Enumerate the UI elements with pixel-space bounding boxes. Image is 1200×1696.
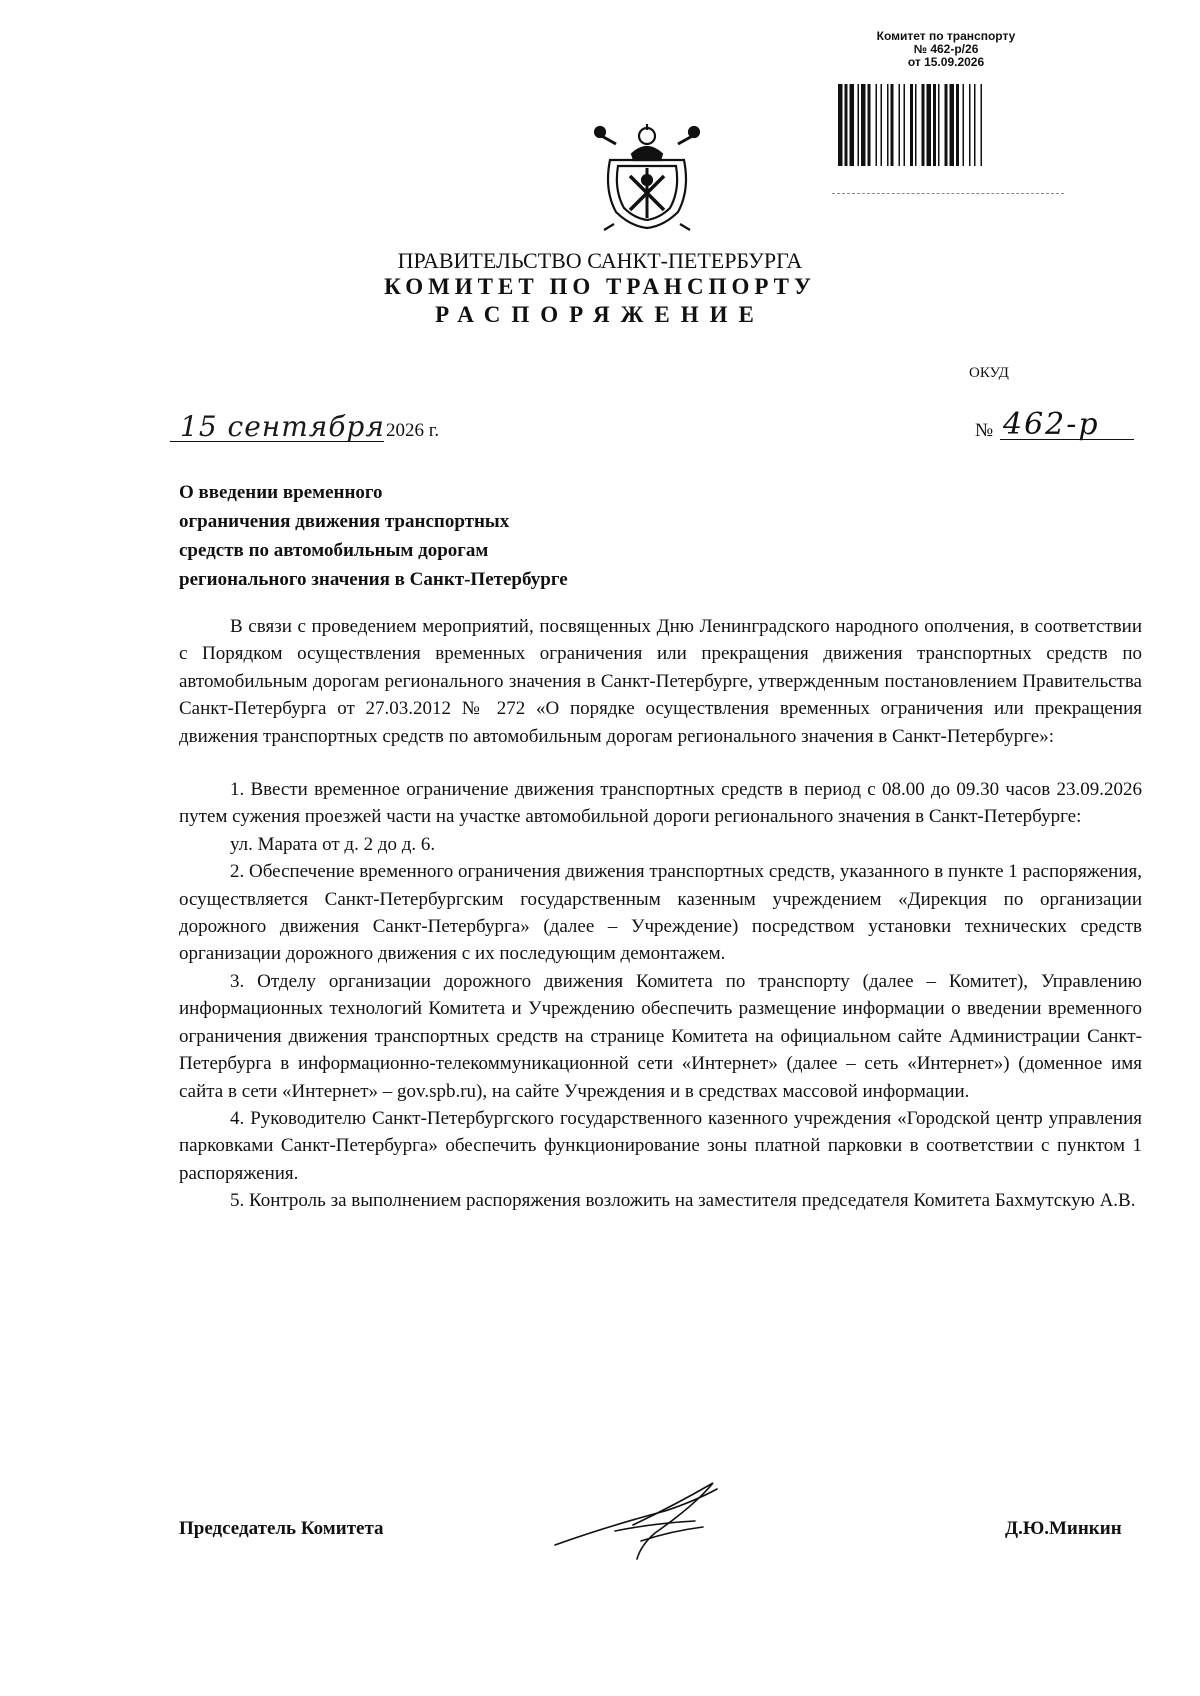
document-type-title: РАСПОРЯЖЕНИЕ — [435, 302, 765, 327]
subject-line: О введении временного — [179, 482, 383, 503]
clause-5-paragraph: 5. Контроль за выполнением распоряжения возложить на заместителя председателя Комитета Бахмутскую А.В. — [230, 1190, 1136, 1212]
government-title: ПРАВИТЕЛЬСТВО САНКТ-ПЕТЕРБУРГА — [397, 248, 803, 273]
okud-label: ОКУД — [969, 365, 1009, 381]
registration-stamp — [828, 30, 1064, 69]
stamp-line-1: Комитет по транспорту — [876, 29, 1016, 43]
stamp-divider — [832, 193, 1064, 194]
clause-2-paragraph: 2. Обеспечение временного ограничения движения транспортных средств, указанного в пункте 1 распоряжения, осуществляется Санкт-Петербургским государственным казенным учреждением «Дирекция по организации дорожного движения Санкт-Петербурга» (далее – Учреждение) посредством установки технических средств организации дорожного движения с их последующим демонтажем. — [179, 861, 1142, 965]
stamp-line-3: от 15.09.2026 — [907, 55, 985, 69]
number-underline — [1000, 439, 1134, 440]
clause-4-paragraph: 4. Руководителю Санкт-Петербургского государственного казенного учреждения «Городской центр управления парковками Санкт-Петербурга» обеспечить функционирование зоны платной парковки в соответствии с пунктом 1 распоряжения. — [179, 1107, 1142, 1184]
stamp-line-2: № 462-р/26 — [913, 42, 979, 56]
preamble-paragraph: В связи с проведением мероприятий, посвященных Дню Ленинградского народного ополчения, в соответствии с Порядком осуществления временных ограничения или прекращения движения транспортных средств по автомобильным дорогам регионального значения в Санкт-Петербурге, утвержденным постановлением Правительства Санкт-Петербурга от 27.03.2012 № 272 «О порядке осуществления временных ограничения или прекращения движения транспортных средств по автомобильным дорогам регионального значения в Санкт-Петербурге»: — [179, 616, 1142, 747]
barcode-image — [838, 84, 1058, 166]
document-body — [179, 613, 1142, 1215]
signatory-position: Председатель Комитета — [179, 1518, 384, 1539]
date-year: 2026 г. — [386, 420, 440, 441]
document-subject — [179, 478, 699, 594]
handwritten-signature — [545, 1475, 745, 1563]
handwritten-number: 462-р — [1003, 407, 1100, 442]
subject-line: регионального значения в Санкт-Петербурге — [179, 569, 568, 590]
clause-3-paragraph: 3. Отделу организации дорожного движения Комитета по транспорту (далее – Комитет), Управлению информационных технологий Комитета и Учреждению обеспечить размещение информации о введении временного ограничения движения транспортных средств на странице Комитета на официальном сайте Администрации Санкт-Петербурга в информационно-телекоммуникационной сети «Интернет» (далее – сеть «Интернет») (доменное имя сайта в сети «Интернет» – gov.spb.ru), на сайте Учреждения и в средствах массовой информации. — [179, 970, 1142, 1102]
subject-line: средств по автомобильным дорогам — [179, 540, 489, 561]
street-paragraph: ул. Марата от д. 2 до д. 6. — [230, 833, 436, 855]
handwritten-date: 15 сентября — [180, 410, 385, 443]
number-sign: № — [975, 420, 994, 441]
signatory-name: Д.Ю.Минкин — [1005, 1518, 1122, 1539]
committee-title: КОМИТЕТ ПО ТРАНСПОРТУ — [384, 274, 816, 299]
date-underline — [170, 441, 384, 442]
coat-of-arms-emblem — [594, 120, 700, 232]
clause-1-paragraph: 1. Ввести временное ограничение движения транспортных средств в период с 08.00 до 09.30 часов 23.09.2026 путем сужения проезжей части на участке автомобильной дороги регионального значения в Санкт-Петербурге: — [179, 779, 1142, 828]
subject-line: ограничения движения транспортных — [179, 511, 510, 532]
